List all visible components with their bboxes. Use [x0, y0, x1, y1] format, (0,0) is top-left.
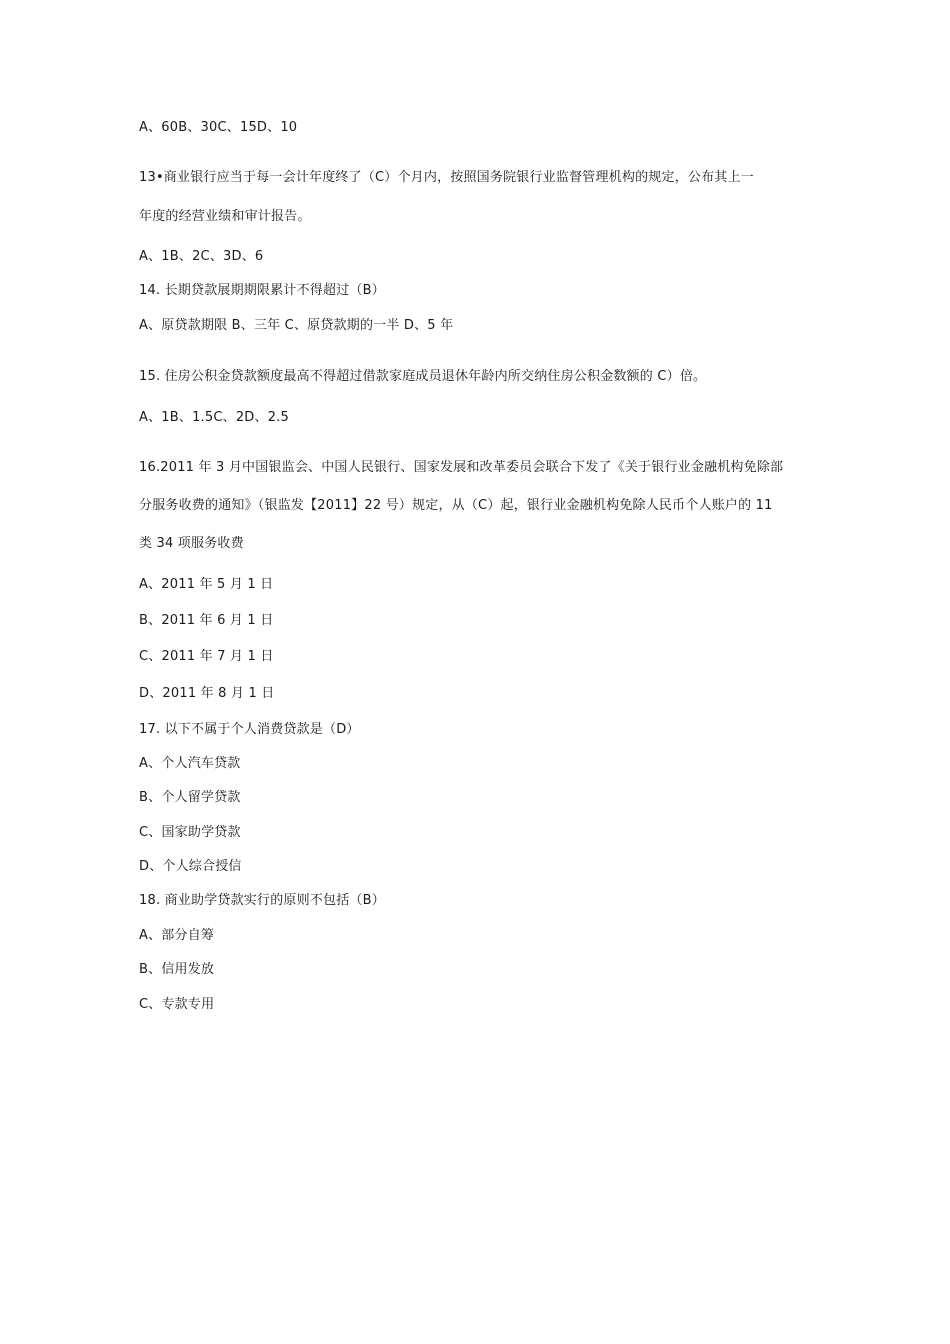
q13-question-line-1: 13•商业银行应当于每一会计年度终了（C）个月内，按照国务院银行业监督管理机构的规定，公布其上一: [139, 170, 754, 185]
q18-option-c: C、专款专用: [139, 997, 215, 1012]
q14-question: 14. 长期贷款展期期限累计不得超过（B）: [139, 283, 385, 298]
q18-option-b: B、信用发放: [139, 962, 215, 977]
q14-options: A、原贷款期限 B、三年 C、原贷款期的一半 D、5 年: [139, 318, 454, 333]
q17-option-b: B、个人留学贷款: [139, 790, 241, 805]
q17-option-d: D、个人综合授信: [139, 859, 242, 874]
q13-options: A、1B、2C、3D、6: [139, 249, 264, 264]
q18-question: 18. 商业助学贷款实行的原则不包括（B）: [139, 893, 385, 908]
q16-option-b: B、2011 年 6 月 1 日: [139, 613, 274, 628]
q12-options: A、60B、30C、15D、10: [139, 120, 298, 135]
q16-question-line-1: 16.2011 年 3 月中国银监会、中国人民银行、国家发展和改革委员会联合下发了《关于银行业金融机构免除部: [139, 460, 784, 475]
q17-option-a: A、个人汽车贷款: [139, 756, 241, 771]
q16-option-c: C、2011 年 7 月 1 日: [139, 649, 274, 664]
q15-question: 15. 住房公积金贷款额度最高不得超过借款家庭成员退休年龄内所交纳住房公积金数额的 C）倍。: [139, 369, 707, 384]
q17-question: 17. 以下不属于个人消费贷款是（D）: [139, 722, 360, 737]
q16-option-d: D、2011 年 8 月 1 日: [139, 686, 275, 701]
q17-option-c: C、国家助学贷款: [139, 825, 241, 840]
q16-question-line-3: 类 34 项服务收费: [139, 536, 244, 551]
q13-question-line-2: 年度的经营业绩和审计报告。: [139, 209, 311, 224]
q16-option-a: A、2011 年 5 月 1 日: [139, 577, 274, 592]
q18-option-a: A、部分自筹: [139, 928, 215, 943]
q15-options: A、1B、1.5C、2D、2.5: [139, 410, 289, 425]
q16-question-line-2: 分服务收费的通知》（银监发【2011】22 号）规定，从（C）起，银行业金融机构免除人民币个人账户的 11: [139, 498, 773, 513]
